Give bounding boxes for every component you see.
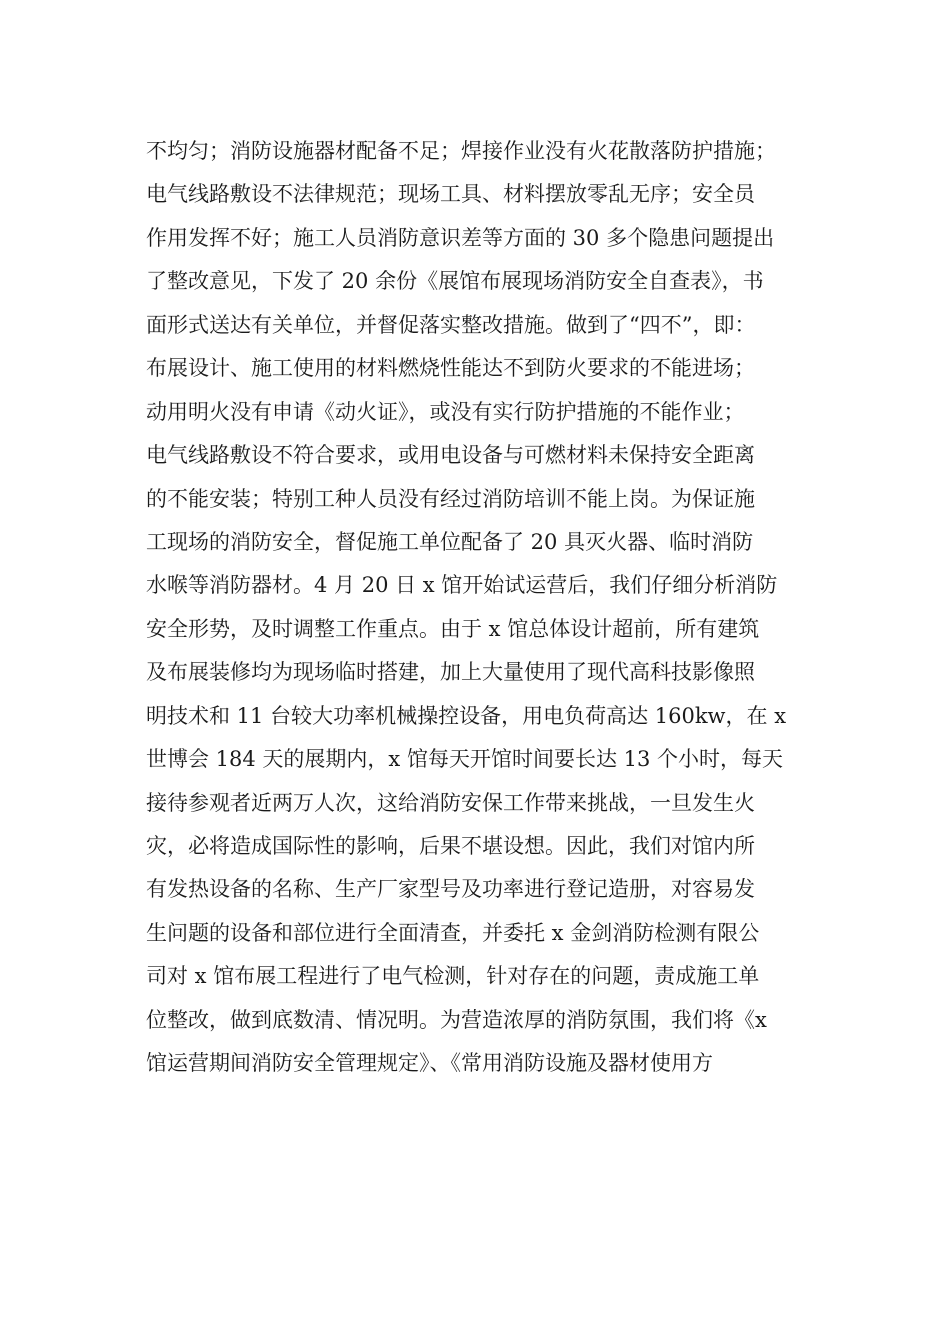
text-line: 电气线路敷设不符合要求，或用电设备与可燃材料未保持安全距离 [146,443,755,468]
text-line: 了整改意见，下发了 20 余份《展馆布展现场消防安全自查表》，书 [146,269,764,294]
text-line: 灾，必将造成国际性的影响，后果不堪设想。因此，我们对馆内所 [146,834,755,858]
text-line: 不均匀；消防设施器材配备不足；焊接作业没有火花散落防护措施； [146,139,776,163]
text-line: 世博会 184 天的展期内，x 馆每天开馆时间要长达 13 个小时，每天 [146,747,784,772]
text-line: 面形式送达有关单位，并督促落实整改措施。做到了“四不”，即： [146,312,756,337]
text-line: 的不能安装；特别工种人员没有经过消防培训不能上岗。为保证施 [146,486,755,511]
text-line: 动用明火没有申请《动火证》，或没有实行防护措施的不能作业； [146,399,745,424]
text-line: 位整改，做到底数清、情况明。为营造浓厚的消防氛围，我们将《x [146,1007,767,1032]
text-line: 明技术和 11 台较大功率机械操控设备，用电负荷高达 160kw，在 x [146,703,787,728]
text-line: 及布展装修均为现场临时搭建，加上大量使用了现代高科技影像照 [146,660,755,685]
text-line: 生问题的设备和部位进行全面清查，并委托 x 金剑消防检测有限公 [146,920,760,945]
text-line: 布展设计、施工使用的材料燃烧性能达不到防火要求的不能进场； [146,356,755,381]
text-line: 安全形势，及时调整工作重点。由于 x 馆总体设计超前，所有建筑 [146,616,760,641]
text-line: 有发热设备的名称、生产厂家型号及功率进行登记造册，对容易发 [146,877,755,902]
text-line: 接待参观者近两万人次，这给消防安保工作带来挑战，一旦发生火 [146,790,755,815]
body-text [146,130,816,1086]
text-line: 电气线路敷设不法律规范；现场工具、材料摆放零乱无序；安全员 [146,182,755,207]
text-line: 水喉等消防器材。4 月 20 日 x 馆开始试运营后，我们仔细分析消防 [146,573,778,598]
text-line: 馆运营期间消防安全管理规定》、《常用消防设施及器材使用方 [146,1051,713,1076]
text-line: 工现场的消防安全，督促施工单位配备了 20 具灭火器、临时消防 [146,529,754,554]
text-line: 司对 x 馆布展工程进行了电气检测，针对存在的问题，责成施工单 [146,964,760,989]
text-line: 作用发挥不好；施工人员消防意识差等方面的 30 多个隐患问题提出 [146,225,775,250]
